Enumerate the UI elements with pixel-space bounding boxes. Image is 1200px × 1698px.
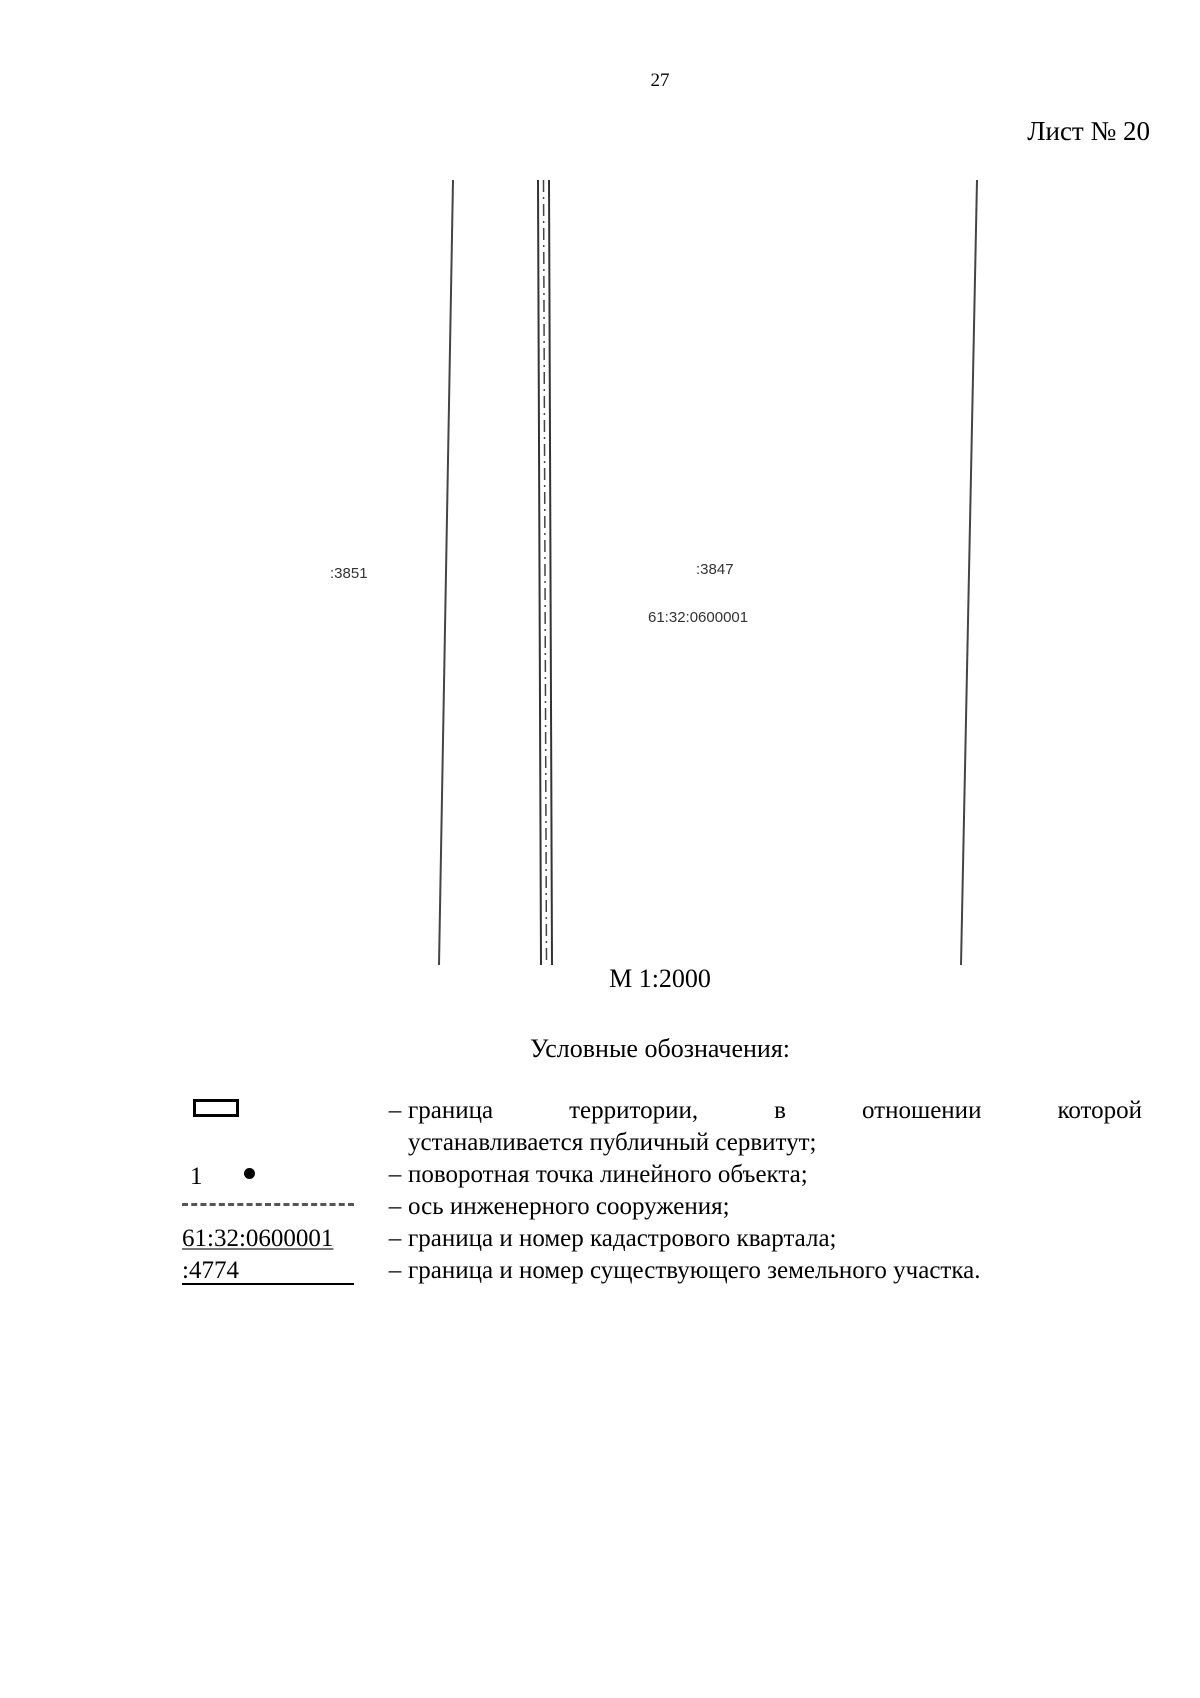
legend-text [408, 1095, 1142, 1159]
cadastral-quarter-number: 61:32:0600001 [182, 1225, 334, 1252]
legend-text: граница и номер кадастрового квартала; [408, 1225, 837, 1252]
engineering-axis [544, 180, 547, 965]
page-number: 27 [650, 70, 670, 91]
map-label-parcel-3847: :3847 [696, 561, 734, 578]
map-label-parcel-3851: :3851 [330, 565, 368, 582]
legend-text: граница и номер существующего земельного участка. [408, 1257, 981, 1284]
legend-dash: – [388, 1097, 402, 1124]
legend-symbol-engineering-axis [182, 1191, 382, 1223]
point-dot-icon [244, 1168, 255, 1179]
legend-symbol-turning-point [182, 1159, 382, 1191]
scale-label: М 1:2000 [609, 964, 711, 993]
servitude-boundary-left [538, 180, 541, 965]
map-label-cadastral-quarter: 61:32:0600001 [648, 609, 749, 626]
legend-symbol-land-parcel [182, 1255, 382, 1287]
legend-item-servitude-boundary [182, 1095, 1142, 1159]
legend-item-cadastral-quarter [182, 1223, 1142, 1255]
legend-title: Условные обозначения: [529, 1034, 791, 1063]
land-parcel-number: :4774 [182, 1255, 354, 1285]
legend-dash: – [388, 1225, 402, 1252]
legend-dash: – [388, 1161, 402, 1188]
legend-item-engineering-axis [182, 1191, 1142, 1223]
legend-dash: – [388, 1193, 402, 1220]
legend-text: поворотная точка линейного объекта; [408, 1161, 808, 1188]
legend-symbol-cadastral-quarter [182, 1223, 382, 1255]
legend-text: ось инженерного сооружения; [408, 1193, 730, 1220]
legend-item-land-parcel [182, 1255, 1142, 1287]
parcel-boundary-left [439, 180, 453, 965]
point-number: 1 [190, 1163, 203, 1190]
legend-text-line: граница территории, в отношении которой [408, 1097, 1142, 1124]
legend-symbol-servitude-boundary [182, 1095, 382, 1127]
servitude-boundary-right [549, 180, 552, 965]
legend-item-turning-point [182, 1159, 1142, 1191]
legend-dash: – [388, 1257, 402, 1284]
legend-text-line: устанавливается публичный сервитут; [408, 1129, 817, 1156]
sheet-label: Лист № 20 [1027, 116, 1150, 146]
dashed-line-icon [182, 1203, 354, 1206]
legend [182, 1095, 1142, 1287]
parcel-boundary-right [961, 180, 977, 965]
rectangle-icon [193, 1099, 239, 1117]
